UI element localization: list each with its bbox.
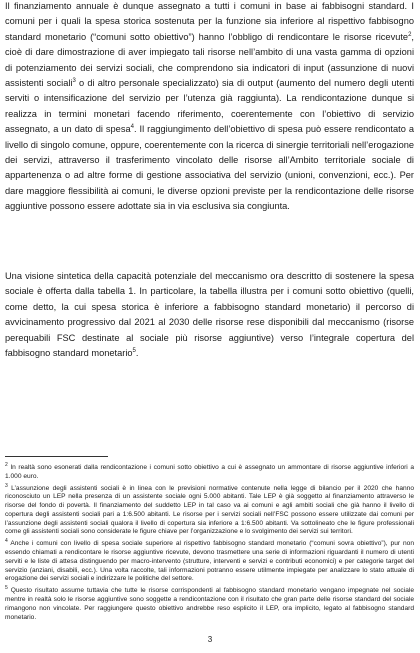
paragraph-2 xyxy=(5,269,414,361)
footnote-ref-5: 5 xyxy=(132,347,136,354)
footnote-3-marker: 3 xyxy=(5,482,8,489)
footnote-2-marker: 2 xyxy=(5,461,8,468)
footnote-4-text: Anche i comuni con livello di spesa sociale superiore al rispettivo fabbisogno standard monetario (“comuni sovra obiettivo”), pur non essendo chiamati a rendicontare le risorse aggiuntive ricevute, devono trasmettere una serie di informazioni riguardanti il numero di utenti serviti e le liste di attesa distinguendo per macro-intervento (strutture, interventi e servizi e contributi economici) e per categorie target del servizio (anziani, disabili, ecc.). Una volta raccolte, tali informazioni potranno essere utilmente impiegate per analizzare lo stato attuale di erogazione dei servizi sociali e indirizzare le politiche del settore. xyxy=(5,540,414,583)
paragraph-1 xyxy=(5,0,414,215)
footnote-ref-3: 3 xyxy=(72,77,76,84)
footnote-2-text: In realtà sono esonerati dalla rendicontazione i comuni sotto obiettivo a cui è assegnato un ammontare di risorse aggiuntive inferiori a 1.000 euro. xyxy=(5,464,414,480)
text-run: Una visione sintetica della capacità potenziale del meccanismo ora descritto di sostenere la spesa sociale è offerta dalla tabella 1. In particolare, la tabella illustra per i comuni sotto obiettivo (quelli, come detto, la cui spesa storica è inferiore a fabbisogno standard monetario) il percorso di avvicinamento progressivo dal 2021 al 2030 delle risorse rese disponibili dal meccanismo (risorse perequabili FSC destinate al sociale più risorse aggiuntive) verso l’integrale copertura del fabbisogno standard monetario xyxy=(5,271,414,359)
footnote-5-marker: 5 xyxy=(5,585,8,592)
footnote-4-marker: 4 xyxy=(5,538,8,545)
footnote-3 xyxy=(5,482,414,538)
footnote-ref-2: 2 xyxy=(408,31,412,38)
paragraph-2-text xyxy=(5,269,414,361)
text-run: . xyxy=(135,348,139,359)
footnote-ref-4: 4 xyxy=(130,124,134,131)
footnote-3-text: L’assunzione degli assistenti sociali è in linea con le previsioni normative contenute nella legge di bilancio per il 2020 che hanno riconosciuto un LEP nella presenza di un assistente sociale ogni 5.000 abitanti. Tale LEP è già soggetto al finanziamento attraverso le risorse del fondo di povertà. Il finanziamento del suddetto LEP in tal caso va ai comuni e agli ambiti sociali che già hanno il livello di copertura degli assistenti sociali pari a 1:6.500 abitanti. Le risorse per i servizi sociali nell’FSC possono essere utilizzate dai comuni per l’assunzione degli assistenti sociali qualora il livello di copertura sia inferiore a 1:6.500 abitanti. Va sottolineato che le figure professionali come gli assistenti sociali sono considerate le figure chiave per l’organizzazione e lo svolgimento dei servizi sui territori. xyxy=(5,484,414,536)
text-run: o di altro personale specializzato) sia di output (aumento del numero degli utenti serviti o intensificazione del servizio per l’utenza già raggiunta). La rendicontazione dunque si realizza in termini monetari facendo riferimento, coerentemente con l’obiettivo di servizio assegnato, a un dato di spesa xyxy=(5,78,415,135)
footnote-4 xyxy=(5,540,414,584)
paragraph-1-text xyxy=(5,0,414,215)
text-run: . Il raggiungimento dell’obiettivo di spesa può essere rendicontato a livello di singolo comune, oppure, coerentemente con la ricerca di sinergie territoriali nell’erogazione dei servizi, attraverso il trasferimento vincolato delle risorse all’Ambito territoriale sociale di appartenenza o ad altre forme di gestione associativa del servizio (unioni, convenzioni, ecc.). Per dare maggiore flessibilità ai comuni, le diverse opzioni previste per la rendicontazione delle risorse aggiuntive possono essere adottate sia in via esclusiva sia congiunta. xyxy=(5,124,414,212)
text-run: , cioè di dare dimostrazione di aver impiegato tali risorse nell’ambito di una vasta gamma di opzioni di potenziamento dei servizi sociali, che comprendono sia indicatori di input (assunzione di nuovi assistenti sociali xyxy=(5,31,414,89)
footnote-5 xyxy=(5,587,414,622)
footnote-2 xyxy=(5,461,414,482)
page-number: 3 xyxy=(207,635,213,644)
footnote-separator xyxy=(5,456,108,457)
footnote-5-text: Questo risultato assume tuttavia che tutte le risorse corrispondenti al fabbisogno standard monetario vengano impegnate nel sociale mentre in realtà solo le risorse aggiuntive sono soggette a rendicontazione con il risultato che gran parte delle risorse standard del sociale rimangono non vincolate. Per raggiungere questo obiettivo andrebbe reso esplicito il LEP, ora implicito, legato al fabbisogno standard monetario. xyxy=(5,587,414,621)
text-run: Il finanziamento annuale è dunque assegnato a tutti i comuni in base ai fabbisogni standard. I comuni per i quali la spesa storica sostenuta per la funzione sia inferiore al rispettivo fabbisogno standard monetario (“comuni sotto obiettivo”) hanno l’obbligo di rendicontare le risorse ricevute xyxy=(5,1,414,42)
footnotes xyxy=(5,461,414,626)
